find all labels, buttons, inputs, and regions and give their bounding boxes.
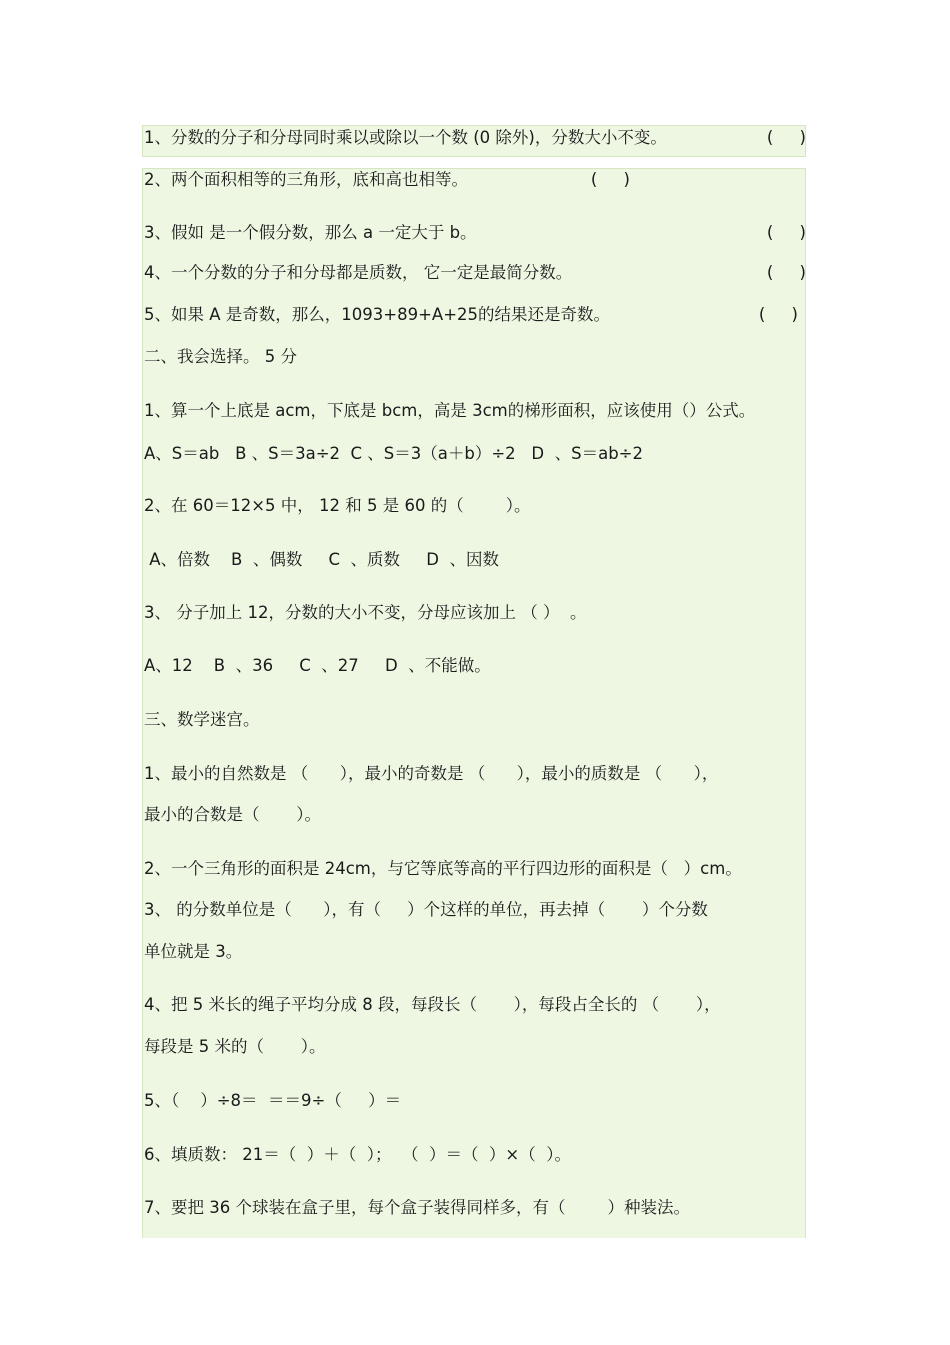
answer-paren: ( ): [766, 223, 806, 242]
answer-paren: ( ): [766, 128, 806, 147]
question-text: 7、要把 36 个球装在盒子里，每个盒子装得同样多，有（ ）种装法。: [144, 1198, 690, 1217]
section-title: [144, 346, 806, 368]
judgement-item-4: [144, 262, 806, 284]
judgement-item-2: [144, 169, 630, 191]
judgement-text: 2、两个面积相等的三角形，底和高也相等。: [144, 170, 468, 189]
answer-paren: ( ): [758, 305, 798, 324]
choice-options-1: [144, 443, 806, 465]
fill-question-1: [144, 763, 806, 785]
question-text: 3、 的分数单位是（ ），有（ ）个这样的单位，再去掉（ ）个分数: [144, 900, 708, 919]
fill-question-3-cont: [144, 941, 806, 963]
judgement-text: 5、如果 A 是奇数，那么，1093+89+A+25的结果还是奇数。: [144, 305, 611, 324]
fill-question-3: [144, 899, 806, 921]
question-text: 6、填质数： 21＝（ ）＋（ ）； （ ）＝（ ）×（ ）。: [144, 1145, 572, 1164]
choice-question-3: [144, 602, 806, 624]
fill-question-4-cont: [144, 1036, 806, 1058]
question-text: 3、 分子加上 12，分数的大小不变，分母应该加上 （ ） 。: [144, 603, 587, 622]
fill-question-4: [144, 994, 806, 1016]
section-3-title: 三、数学迷宫。: [144, 710, 260, 729]
answer-paren: ( ): [766, 263, 806, 282]
fill-question-1-cont: [144, 804, 806, 826]
choice-question-2: [144, 495, 806, 517]
options-text: A、S＝ab B 、S＝3a÷2 C 、S＝3（a＋b）÷2 D 、S＝ab÷2: [144, 444, 643, 463]
question-text: 4、把 5 米长的绳子平均分成 8 段，每段长（ ），每段占全长的 （ ），: [144, 995, 721, 1014]
judgement-item-1: [144, 127, 806, 149]
choice-options-3: [144, 655, 806, 677]
question-text: 5、（ ）÷8＝ ＝＝9÷（ ）＝: [144, 1091, 402, 1110]
options-text: A、倍数 B 、偶数 C 、质数 D 、因数: [144, 550, 499, 569]
judgement-item-5: [144, 304, 798, 326]
fill-question-5: [144, 1090, 806, 1112]
section-title: [144, 709, 806, 731]
fill-question-7: [144, 1197, 806, 1219]
choice-options-2: [144, 549, 806, 571]
judgement-text: 3、假如 是一个假分数，那么 a 一定大于 b。: [144, 223, 477, 242]
question-text: 最小的合数是（ ）。: [144, 805, 321, 824]
section-2-title: 二、我会选择。 5 分: [144, 347, 297, 366]
judgement-item-3: [144, 222, 806, 244]
question-text: 2、一个三角形的面积是 24cm，与它等底等高的平行四边形的面积是（ ）cm。: [144, 859, 742, 878]
options-text: A、12 B 、36 C 、27 D 、不能做。: [144, 656, 491, 675]
question-text: 1、最小的自然数是 （ ），最小的奇数是 （ ），最小的质数是 （ ），: [144, 764, 719, 783]
question-text: 单位就是 3。: [144, 942, 243, 961]
answer-paren: ( ): [590, 170, 630, 189]
question-text: 1、算一个上底是 acm，下底是 bcm，高是 3cm的梯形面积，应该使用（）公式。: [144, 401, 756, 420]
question-text: 每段是 5 米的（ ）。: [144, 1037, 326, 1056]
question-highlight-box-2: [142, 168, 806, 1238]
judgement-text: 1、分数的分子和分母同时乘以或除以一个数 (0 除外)，分数大小不变。: [144, 128, 667, 147]
judgement-text: 4、一个分数的分子和分母都是质数， 它一定是最简分数。: [144, 263, 573, 282]
question-text: 2、在 60＝12×5 中， 12 和 5 是 60 的（ ）。: [144, 496, 531, 515]
choice-question-1: [144, 400, 806, 422]
fill-question-2: [144, 858, 806, 880]
fill-question-6: [144, 1144, 806, 1166]
